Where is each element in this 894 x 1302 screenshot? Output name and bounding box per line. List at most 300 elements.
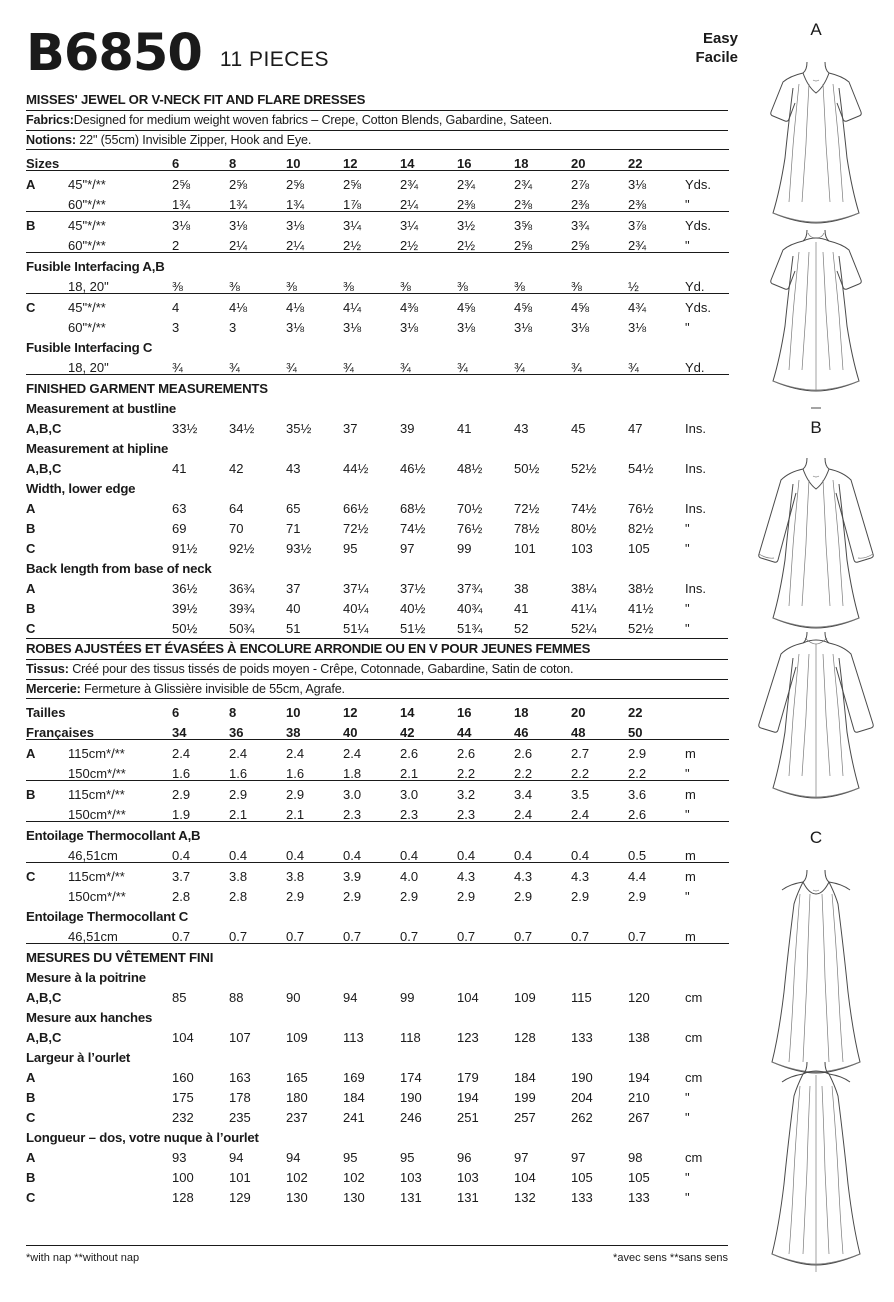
mercerie-line: [26, 680, 728, 699]
ourlet-label-row: [26, 1044, 729, 1064]
cell: 3¾: [571, 212, 628, 233]
size-col: 6: [172, 699, 229, 720]
cell: 2.9: [628, 888, 647, 904]
cell: 2.2: [514, 765, 533, 781]
size-col: 22: [628, 699, 685, 720]
cell: 1.6: [229, 765, 248, 781]
view-label: [26, 760, 68, 781]
cell: 2¾: [400, 171, 457, 192]
cell: 36½: [172, 580, 198, 596]
cell: 90: [286, 989, 301, 1005]
difficulty-fr: Facile: [695, 48, 738, 66]
cell: 72½: [343, 520, 369, 536]
fabric-width: 60"*/**: [68, 237, 106, 253]
table-row: [26, 314, 729, 334]
cell: ¾: [571, 359, 582, 375]
cell: 101: [514, 540, 536, 556]
cell: 2.9: [286, 888, 305, 904]
cell: 70½: [457, 500, 483, 516]
cell: 2⅜: [571, 196, 590, 212]
fabric-width: 115cm*/**: [68, 863, 172, 884]
cell: 3½: [457, 212, 514, 233]
tissus-label: Tissus:: [26, 662, 69, 676]
cell: 69: [172, 520, 187, 536]
cell: 0.7: [229, 928, 248, 944]
back-length-label-row: [26, 555, 729, 575]
cell: 37¾: [457, 580, 483, 596]
cell: 76½: [628, 500, 654, 516]
cell: 64: [229, 500, 244, 516]
unit: ": [685, 1169, 690, 1185]
cell: ⅜: [514, 278, 525, 294]
table-row: [26, 273, 729, 294]
cell: 66½: [343, 500, 369, 516]
cell: 267: [628, 1109, 650, 1125]
view-label: A: [26, 740, 68, 761]
cell: 3⅝: [514, 212, 571, 233]
notions-line: [26, 131, 728, 150]
cell: 113: [343, 1029, 364, 1045]
cell: 2.4: [571, 806, 590, 822]
cell: 1¾: [172, 196, 191, 212]
cell: 3⅛: [628, 319, 647, 335]
cell: 0.7: [628, 928, 647, 944]
cell: 42: [229, 460, 244, 476]
cell: 130: [343, 1189, 365, 1205]
section-label: Entoilage Thermocollant A,B: [26, 822, 729, 843]
cell: 2.3: [457, 806, 476, 822]
cell: 65: [286, 500, 301, 516]
cell: 2.6: [628, 806, 647, 822]
cell: 4⅛: [286, 294, 343, 315]
french-garment-title: ROBES AJUSTÉES ET ÉVASÉES À ENCOLURE ARRONDIE OU EN V POUR JEUNES FEMMES: [26, 641, 591, 656]
width-lower-label-row: [26, 475, 729, 495]
cell: 51¾: [457, 620, 483, 636]
difficulty-en: Easy: [702, 30, 738, 47]
cell: 0.5: [628, 847, 647, 863]
view-label: [26, 191, 68, 212]
cell: 4¼: [343, 294, 400, 315]
unit: ": [685, 1189, 690, 1205]
size-col: 46: [514, 724, 529, 740]
tissus-text: Créé pour des tissus tissés de poids moyen - Crêpe, Cotonnade, Gabardine, Satin de coton.: [72, 662, 574, 676]
cell: 107: [229, 1029, 251, 1045]
notions-text: 22" (55cm) Invisible Zipper, Hook and Eye.: [79, 132, 312, 147]
cell: 138: [628, 1029, 650, 1045]
size-col: 12: [343, 699, 400, 720]
cell: 2.1: [229, 806, 248, 822]
cell: 40¾: [457, 600, 483, 616]
size-col: 34: [172, 724, 187, 740]
cell: 102: [286, 1169, 308, 1185]
cell: 0.4: [343, 847, 362, 863]
cell: 48½: [457, 460, 483, 476]
info-column: [26, 16, 728, 1204]
cell: 0.7: [286, 928, 305, 944]
fabric-width: 46,51cm: [68, 928, 118, 944]
cell: 97: [400, 540, 415, 556]
view-b-back: [738, 630, 894, 820]
table-row: [26, 863, 729, 884]
cell: 105: [571, 1169, 593, 1185]
cell: 1.9: [172, 806, 191, 822]
cell: ¾: [400, 359, 411, 375]
dress-b-front-drawing: [741, 438, 891, 648]
table-row: [26, 740, 729, 761]
cell: 2⅝: [571, 237, 590, 253]
size-col: 22: [628, 150, 685, 171]
view-label: C: [26, 294, 68, 315]
cell: 3.0: [343, 781, 400, 802]
cell: 2⅝: [343, 171, 400, 192]
cell: 37: [286, 580, 301, 596]
divider: [26, 1245, 728, 1246]
cell: 94: [286, 1149, 301, 1165]
size-col: 10: [286, 150, 343, 171]
cell: 2.4: [343, 740, 400, 761]
cell: 2¼: [229, 237, 248, 253]
cell: 2¾: [628, 237, 647, 253]
cell: 123: [457, 1029, 479, 1045]
table-row: [26, 1084, 729, 1104]
cell: 38½: [628, 580, 654, 596]
francaises-label: Françaises: [26, 724, 94, 740]
cell: 40½: [400, 600, 426, 616]
cell: 41: [514, 600, 529, 616]
unit: ": [685, 319, 690, 335]
cell: 1.6: [172, 765, 191, 781]
view-label: A,B,C: [26, 420, 62, 436]
cell: 103: [457, 1169, 479, 1185]
fabrics-line: [26, 111, 728, 130]
cell: 0.7: [571, 928, 590, 944]
cell: 3.0: [400, 781, 457, 802]
dress-c-front-drawing: [741, 848, 891, 1078]
cell: 3⅛: [343, 319, 362, 335]
view-label: A,B,C: [26, 1029, 62, 1045]
fabric-width: 115cm*/**: [68, 740, 172, 761]
fabric-width: 60"*/**: [68, 196, 106, 212]
cell: 51: [286, 620, 301, 636]
cell: 41½: [628, 600, 654, 616]
english-garment-title: MISSES' JEWEL OR V-NECK FIT AND FLARE DRESSES: [26, 92, 366, 107]
section-label: MESURES DU VÊTEMENT FINI: [26, 944, 729, 965]
table-row: [26, 191, 729, 212]
cell: 0.4: [514, 847, 533, 863]
cell: 2⅝: [229, 171, 286, 192]
cell: 94: [229, 1149, 244, 1165]
unit: m: [685, 928, 696, 944]
cell: 184: [343, 1089, 365, 1105]
cell: 100: [172, 1169, 194, 1185]
poitrine-label-row: [26, 964, 729, 984]
cell: 1⅞: [343, 196, 362, 212]
cell: 2.6: [400, 740, 457, 761]
table-row: [26, 1064, 729, 1084]
longueur-label-row: [26, 1124, 729, 1144]
cell: 88: [229, 989, 244, 1005]
table-row: [26, 455, 729, 475]
table-row: [26, 495, 729, 515]
unit: m: [685, 781, 729, 802]
cell: 1.8: [343, 765, 362, 781]
view-label: [26, 801, 68, 822]
cell: 50¾: [229, 620, 255, 636]
table-row: [26, 760, 729, 781]
cell: 2.9: [400, 888, 419, 904]
cell: 4.3: [457, 863, 514, 884]
cell: 52½: [571, 460, 597, 476]
cell: 0.4: [286, 847, 305, 863]
cell: 160: [172, 1069, 194, 1085]
cell: 4⅛: [229, 294, 286, 315]
cell: 130: [286, 1189, 308, 1205]
cell: 210: [628, 1089, 650, 1105]
fabrics-text: Designed for medium weight woven fabrics – Crepe, Cotton Blends, Gabardine, Sateen.: [73, 113, 553, 127]
view-label: C: [26, 1109, 36, 1125]
cell: 2.2: [457, 765, 476, 781]
unit: ": [685, 888, 690, 904]
view-label: C: [26, 540, 36, 556]
cell: 97: [514, 1149, 529, 1165]
view-label: A,B,C: [26, 460, 62, 476]
cell: 237: [286, 1109, 308, 1125]
cell: 78½: [514, 520, 540, 536]
unit: ": [685, 600, 690, 616]
table-row: [26, 842, 729, 863]
cell: 34½: [229, 420, 255, 436]
cell: 4⅜: [400, 294, 457, 315]
cell: 45: [571, 420, 586, 436]
cell: 165: [286, 1069, 308, 1085]
cell: 104: [514, 1169, 536, 1185]
hipline-label-row: [26, 435, 729, 455]
cell: 4.3: [514, 863, 571, 884]
cell: ⅜: [457, 278, 468, 294]
table-row: [26, 801, 729, 822]
cell: 3⅛: [400, 319, 419, 335]
cell: 2.8: [229, 888, 248, 904]
cell: 80½: [571, 520, 597, 536]
cell: 4.4: [628, 863, 685, 884]
cell: 51½: [400, 620, 426, 636]
view-label: B: [26, 1089, 36, 1105]
cell: 52: [514, 620, 529, 636]
cell: 190: [571, 1069, 593, 1085]
cell: 85: [172, 989, 187, 1005]
view-label: A: [26, 1069, 36, 1085]
tissus-line: [26, 660, 728, 679]
cell: 2: [172, 237, 180, 253]
cell: 179: [457, 1069, 479, 1085]
cell: 199: [514, 1089, 536, 1105]
size-col: 36: [229, 724, 244, 740]
view-c-front: [738, 828, 894, 1078]
cell: 133: [628, 1189, 650, 1205]
cell: 180: [286, 1089, 308, 1105]
section-label: Fusible Interfacing C: [26, 339, 153, 355]
cell: 98: [628, 1149, 643, 1165]
table-row: [26, 615, 729, 635]
cell: 38¼: [571, 580, 597, 596]
cell: 104: [172, 1029, 194, 1045]
cell: 163: [229, 1069, 251, 1085]
cell: 241: [343, 1109, 365, 1125]
cell: 95: [343, 540, 358, 556]
unit: Ins.: [685, 580, 706, 596]
cell: 92½: [229, 540, 255, 556]
cell: ⅜: [571, 278, 582, 294]
cell: 105: [628, 540, 650, 556]
cell: 2⅜: [457, 196, 476, 212]
cell: 109: [514, 989, 536, 1005]
table-row: [26, 575, 729, 595]
cell: 2.4: [286, 740, 343, 761]
table-row: [26, 923, 729, 944]
table-row: [26, 1144, 729, 1164]
cell: ⅜: [343, 278, 354, 294]
cell: 102: [343, 1169, 365, 1185]
size-col: 50: [628, 724, 643, 740]
cell: 0.7: [172, 928, 191, 944]
title-bar: [26, 16, 728, 84]
cell: 46½: [400, 460, 426, 476]
unit: Ins.: [685, 460, 706, 476]
table-row: [26, 1184, 729, 1204]
cell: 1¾: [229, 196, 248, 212]
size-col: 12: [343, 150, 400, 171]
section-label: Longueur – dos, votre nuque à l’ourlet: [26, 1129, 259, 1145]
cell: 2¼: [400, 196, 419, 212]
cell: ½: [628, 278, 639, 294]
cell: 2½: [457, 237, 476, 253]
unit: cm: [685, 989, 703, 1005]
english-yardage-table: [26, 149, 729, 635]
cell: 246: [400, 1109, 422, 1125]
cell: 96: [457, 1149, 472, 1165]
view-label: A: [26, 171, 68, 192]
cell: 3.4: [514, 781, 571, 802]
view-a-back: [738, 228, 894, 418]
cell: 91½: [172, 540, 198, 556]
view-label: C: [26, 620, 36, 636]
view-label: [26, 232, 68, 253]
cell: 257: [514, 1109, 536, 1125]
cell: 169: [343, 1069, 365, 1085]
cell: 0.4: [229, 847, 248, 863]
unit: m: [685, 847, 696, 863]
sizes-label: Sizes: [26, 150, 68, 171]
cell: 52½: [628, 620, 654, 636]
cell: 99: [457, 540, 472, 556]
piece-count: 11 PIECES: [219, 48, 329, 71]
cell: ⅜: [400, 278, 411, 294]
cell: 2⅝: [286, 171, 343, 192]
fabric-width: 18, 20": [68, 278, 109, 294]
table-row: [26, 1024, 729, 1044]
cell: 95: [343, 1149, 358, 1165]
cell: 63: [172, 500, 187, 516]
table-row: [26, 515, 729, 535]
cell: 33½: [172, 420, 198, 436]
view-label: B: [26, 520, 36, 536]
table-row: [26, 535, 729, 555]
cell: 4⅝: [571, 294, 628, 315]
table-row: [26, 171, 729, 192]
nap-footer: [26, 1252, 728, 1264]
cell: 54½: [628, 460, 654, 476]
unit: ": [685, 520, 690, 536]
cell: 3¼: [400, 212, 457, 233]
cell: 2.2: [628, 765, 647, 781]
cell: 2.1: [400, 765, 419, 781]
view-b-letter: B: [810, 418, 822, 437]
cell: 103: [400, 1169, 422, 1185]
unit: ": [685, 196, 690, 212]
unit: Yds.: [685, 294, 729, 315]
cell: 2.4: [172, 740, 229, 761]
cell: 2.9: [457, 888, 476, 904]
cell: 3⅛: [229, 212, 286, 233]
cell: 4⅝: [457, 294, 514, 315]
unit: Ins.: [685, 500, 706, 516]
cell: 251: [457, 1109, 479, 1125]
section-label: Measurement at hipline: [26, 440, 169, 456]
size-col: 14: [400, 150, 457, 171]
cell: 3⅛: [286, 212, 343, 233]
cell: 2.6: [457, 740, 514, 761]
size-col: 20: [571, 699, 628, 720]
cell: 3⅛: [457, 319, 476, 335]
cell: 3: [172, 319, 180, 335]
cell: 41¼: [571, 600, 597, 616]
cell: 39¾: [229, 600, 255, 616]
cell: 2.9: [286, 781, 343, 802]
cell: 131: [400, 1189, 422, 1205]
cell: 3.7: [172, 863, 229, 884]
cell: 175: [172, 1089, 194, 1105]
cell: 4⅝: [514, 294, 571, 315]
cell: 109: [286, 1029, 308, 1045]
view-a-letter: A: [810, 20, 822, 39]
size-col: 6: [172, 150, 229, 171]
section-label: Back length from base of neck: [26, 560, 212, 576]
view-label: A: [26, 1149, 36, 1165]
cell: 37: [343, 420, 358, 436]
dress-a-back-drawing: [741, 228, 891, 418]
cell: 128: [514, 1029, 536, 1045]
section-label: FINISHED GARMENT MEASUREMENTS: [26, 375, 729, 396]
table-row: [26, 232, 729, 253]
cell: 232: [172, 1109, 194, 1125]
fabric-width: 18, 20": [68, 359, 109, 375]
cell: 99: [400, 989, 415, 1005]
size-col: 14: [400, 699, 457, 720]
section-label: Largeur à l’ourlet: [26, 1049, 131, 1065]
cell: 2.9: [571, 888, 590, 904]
cell: 4: [172, 294, 229, 315]
cell: 93½: [286, 540, 312, 556]
size-col: 18: [514, 150, 571, 171]
fabric-width: 60"*/**: [68, 319, 106, 335]
table-row: [26, 883, 729, 903]
cell: 52¼: [571, 620, 597, 636]
cell: 184: [514, 1069, 536, 1085]
cell: 2.1: [286, 806, 305, 822]
cell: 3.9: [343, 863, 400, 884]
unit: ": [685, 765, 690, 781]
cell: 39: [400, 420, 415, 436]
